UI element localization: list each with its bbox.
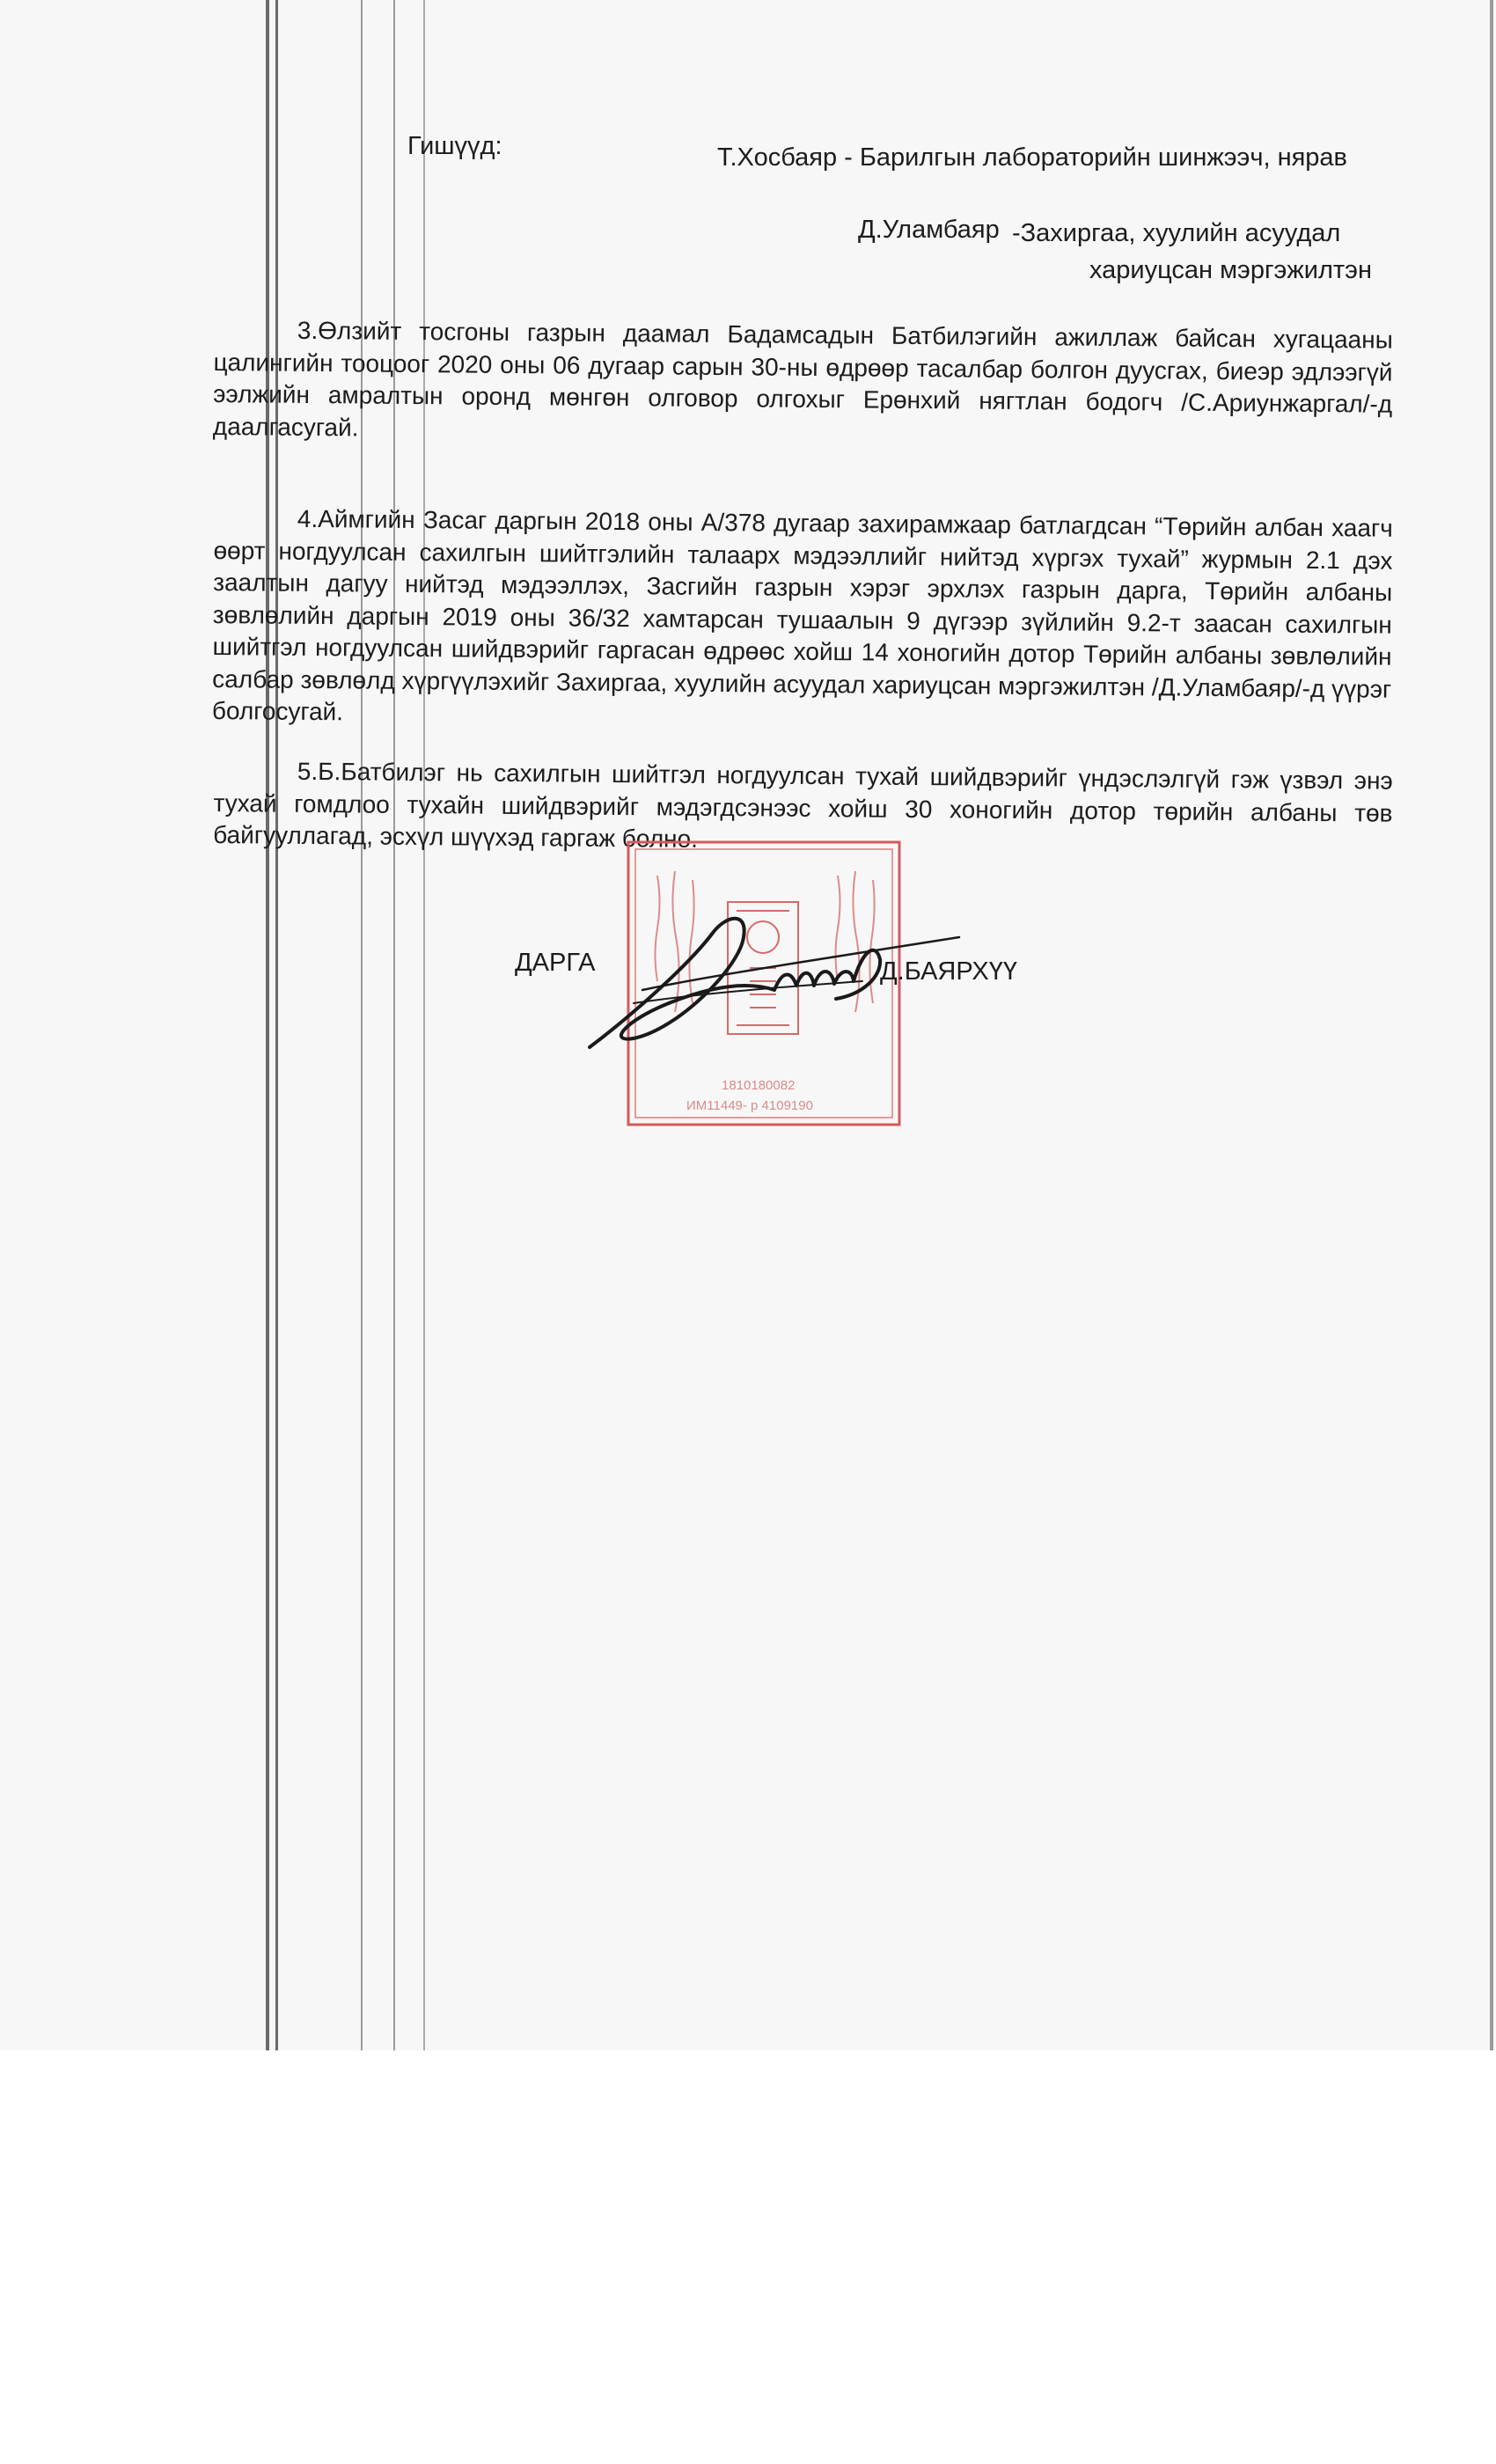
handwritten-signature (572, 898, 968, 1065)
scan-margin-line (275, 0, 278, 2050)
paragraph-4: 4.Аймгийн Засаг даргын 2018 оны А/378 дугаар захирамжаар батлагдсан “Төрийн албан хаагч өөрт ногдуулсан сахилгын шийтгэлийн талаарх мэдээллийг нийтэд хүргэх тухай” журмын 2.1 дэх заалтын дагуу нийтэд мэдээллэх, Засгийн газрын хэрэг эрхлэх газрын дарга, Төрийн албаны зөвлөлийн даргын 2019 оны 36/32 хамтарсан тушаалын 9 дүгээр зүйлийн 9.2-т заасан сахилгын шийтгэл ногдуулсан шийдвэрийг гаргасан өдрөөс хойш 14 хоногийн дотор Төрийн албаны зөвлөлийн салбар зөвлөлд хүргүүлэхийг Захиргаа, хуулийн асуудал хариуцсан мэргэжилтэн /Д.Уламбаяр/-д үүрэг болгосугай. (211, 504, 1393, 726)
scan-margin-line (361, 0, 363, 2050)
scan-right-edge (1490, 0, 1493, 2050)
member-hosbayar: Т.Хосбаяр - Барилгын лабораторийн шинжээч, нярав (717, 143, 1347, 172)
paragraph-5: 5.Б.Батбилэг нь сахилгын шийтгэл ногдуулсан тухай шийдвэрийг үндэслэлгүй гэж үзвэл энэ тухай гомдлоо тухайн шийдвэрийг мэдэгдсэнээс хойш 30 хоногийн дотор төрийн албаны төв байгууллагад, эсхүл шүүхэд гаргаж болно. (213, 757, 1393, 853)
signatory-name: Д.БАЯРХҮҮ (880, 957, 1018, 986)
scan-margin-line (393, 0, 395, 2050)
stamp-number-2: ИМ11449- р 4109190 (686, 1098, 813, 1113)
paragraph-3: 3.Өлзийт тосгоны газрын даамал Бадамсадын Батбилэгийн ажиллаж байсан хугацааны цалингийн тооцоог 2020 оны 06 дугаар сарын 30-ны өдрөөр тасалбар болгон дуусгах, биеэр эдлээгүй ээлжийн амралтын оронд мөнгөн олговор олгохыг Ерөнхий нягтлан бодогч /С.Ариунжаргал/-д даалгасугай. (212, 316, 1393, 441)
scan-margin-line (423, 0, 425, 2050)
scan-margin-line (266, 0, 269, 2050)
member-ulambayar-name: Д.Уламбаяр (858, 216, 1000, 244)
member-ulambayar-role-line1: -Захиргаа, хуулийн асуудал (1012, 219, 1341, 247)
signatory-title: ДАРГА (515, 949, 596, 977)
member-ulambayar-role-line2: хариуцсан мэргэжилтэн (1089, 256, 1372, 284)
members-label: Гишүүд: (407, 132, 502, 160)
stamp-number-1: 1810180082 (722, 1078, 796, 1093)
blank-area (0, 2050, 1496, 2464)
